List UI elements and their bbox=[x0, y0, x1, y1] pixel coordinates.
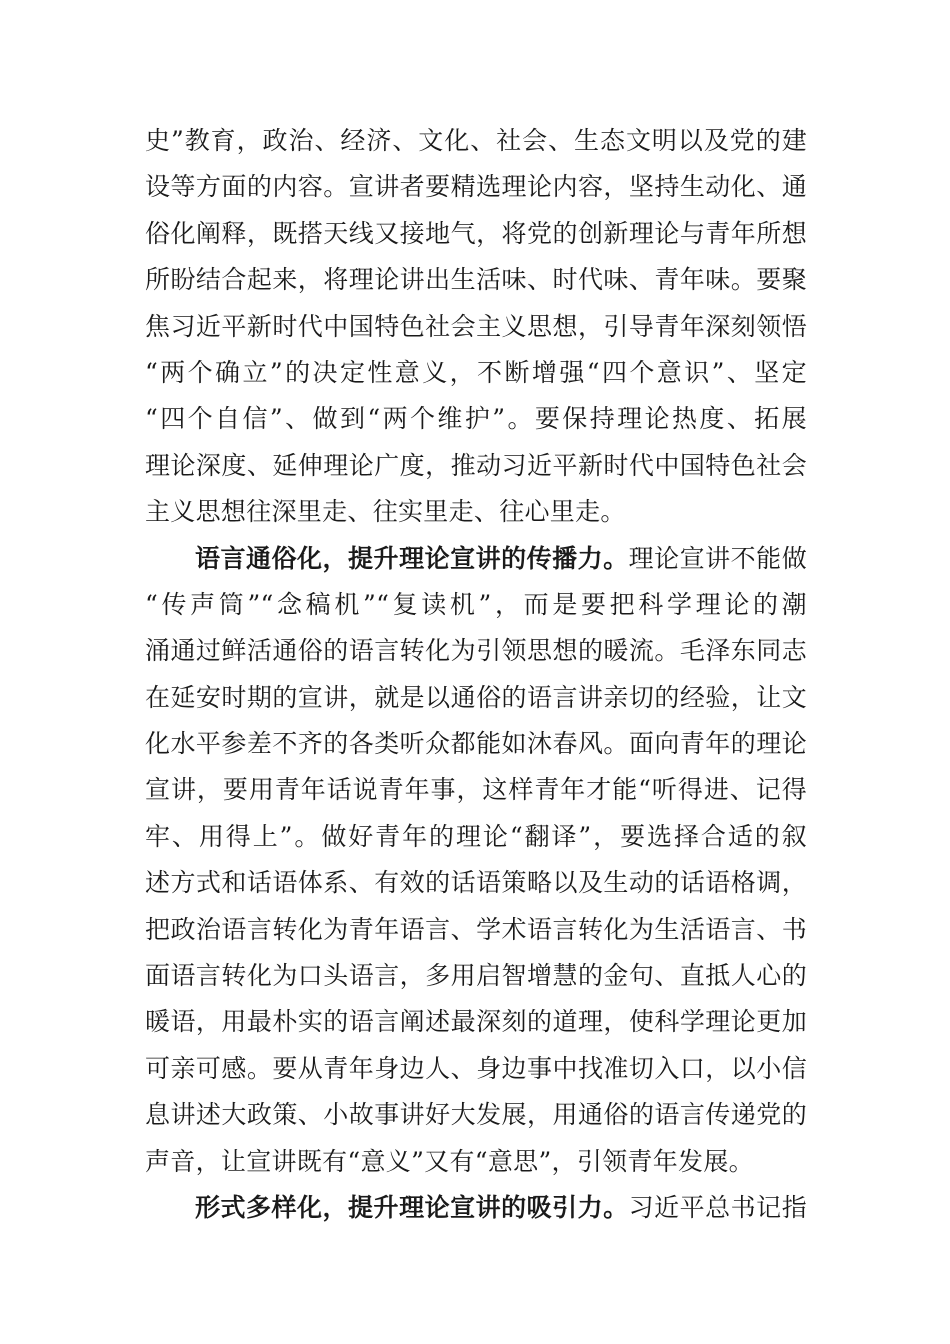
text-line: “传声筒”“念稿机”“复读机”，而是要把科学理论的潮 bbox=[145, 589, 807, 619]
text-span: 习近平总书记指 bbox=[628, 1192, 807, 1222]
paragraph-heading: 语言通俗化，提升理论宣讲的传播力。 bbox=[195, 543, 629, 573]
text-line: 理论深度、延伸理论广度，推动习近平新时代中国特色社会 bbox=[145, 450, 807, 480]
paragraph-heading: 形式多样化，提升理论宣讲的吸引力。 bbox=[195, 1192, 629, 1222]
text-line: 所盼结合起来，将理论讲出生活味、时代味、青年味。要聚 bbox=[145, 265, 807, 295]
text-line: “两个确立”的决定性意义，不断增强“四个意识”、坚定 bbox=[145, 357, 807, 387]
text-line: 声音，让宣讲既有“意义”又有“意思”，引领青年发展。 bbox=[145, 1146, 754, 1176]
paragraph-2 bbox=[145, 536, 807, 1185]
text-line: 在延安时期的宣讲，就是以通俗的语言讲亲切的经验，让文 bbox=[145, 682, 807, 712]
text-line: 息讲述大政策、小故事讲好大发展，用通俗的语言传递党的 bbox=[145, 1100, 807, 1130]
text-line: 宣讲，要用青年话说青年事，这样青年才能“听得进、记得 bbox=[145, 775, 807, 805]
text-line: 俗化阐释，既搭天线又接地气，将党的创新理论与青年所想 bbox=[145, 218, 807, 248]
text-line: 面语言转化为口头语言，多用启智增慧的金句、直抵人心的 bbox=[145, 961, 807, 991]
text-line: 设等方面的内容。宣讲者要精选理论内容，坚持生动化、通 bbox=[145, 172, 807, 202]
text-line: 焦习近平新时代中国特色社会主义思想，引导青年深刻领悟 bbox=[145, 311, 807, 341]
text-line: 史”教育，政治、经济、文化、社会、生态文明以及党的建 bbox=[145, 126, 807, 155]
text-span: 理论宣讲不能做 bbox=[628, 543, 807, 573]
text-line: 把政治语言转化为青年语言、学术语言转化为生活语言、书 bbox=[145, 914, 807, 944]
paragraph-1 bbox=[145, 118, 807, 536]
text-line: 化水平参差不齐的各类听众都能如沐春风。面向青年的理论 bbox=[145, 729, 807, 759]
paragraph-3 bbox=[145, 1185, 807, 1231]
text-line: 可亲可感。要从青年身边人、身边事中找准切入口，以小信 bbox=[145, 1053, 807, 1083]
text-line: 主义思想往深里走、往实里走、往心里走。 bbox=[145, 497, 626, 527]
text-line: 涌通过鲜活通俗的语言转化为引领思想的暖流。毛泽东同志 bbox=[145, 636, 807, 666]
text-line: 暖语，用最朴实的语言阐述最深刻的道理，使科学理论更加 bbox=[145, 1007, 807, 1037]
text-line: 牢、用得上”。做好青年的理论“翻译”，要选择合适的叙 bbox=[145, 821, 807, 851]
document-page bbox=[145, 118, 807, 1231]
paragraph-first-line bbox=[145, 536, 807, 582]
paragraph-first-line bbox=[145, 1185, 807, 1231]
text-line: “四个自信”、做到“两个维护”。要保持理论热度、拓展 bbox=[145, 404, 807, 434]
text-line: 述方式和话语体系、有效的话语策略以及生动的话语格调， bbox=[145, 868, 807, 898]
